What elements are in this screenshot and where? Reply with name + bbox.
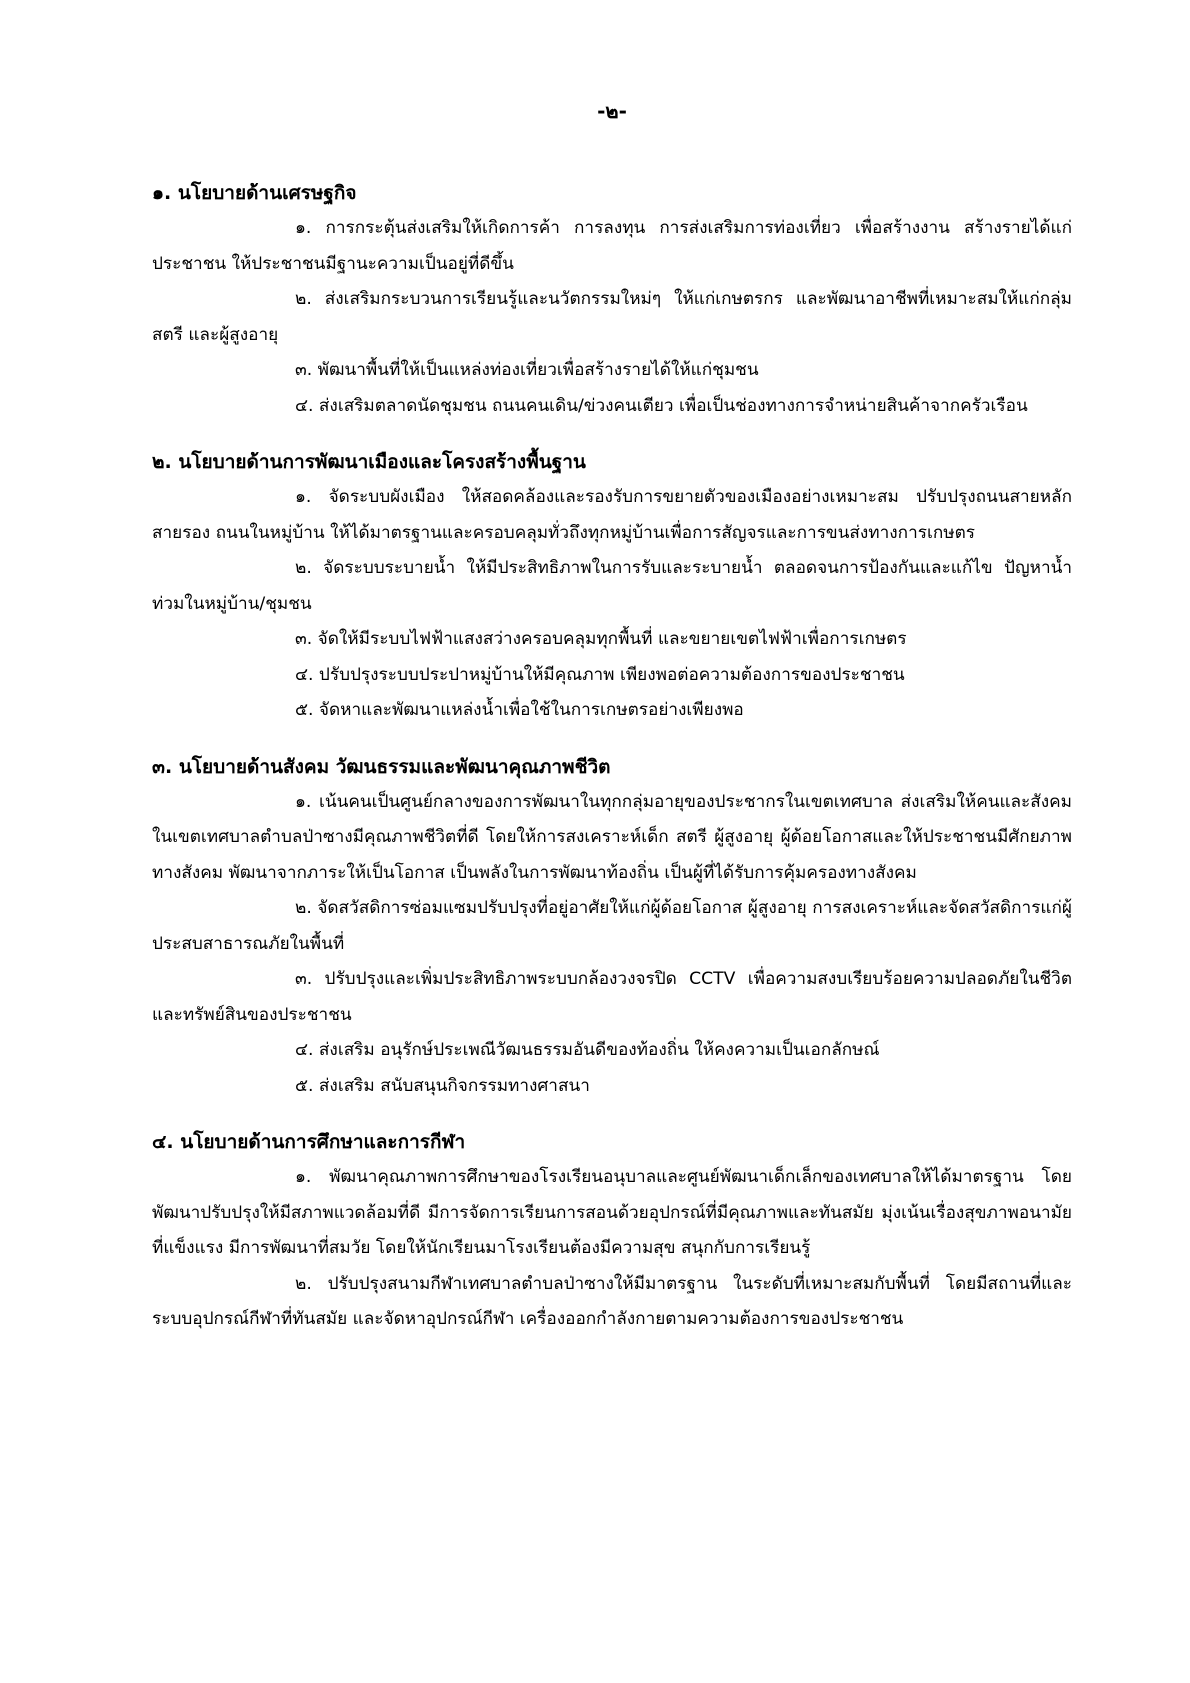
page-number: -๒- [597,99,627,123]
policy-item: ๒. จัดระบบระบายน้ำ ให้มีประสิทธิภาพในการรับและระบายน้ำ ตลอดจนการป้องกันและแก้ไข ปัญหาน้ำท่วมในหมู่บ้าน/ชุมชน [152,558,1072,614]
policy-item: ๑. การกระตุ้นส่งเสริมให้เกิดการค้า การลงทุน การส่งเสริมการท่องเที่ยว เพื่อสร้างงาน สร้างรายได้แก่ประชาชน ให้ประชาชนมีฐานะความเป็นอยู่ที่ดีขึ้น [152,218,1072,274]
policy-item: ๓. จัดให้มีระบบไฟฟ้าแสงสว่างครอบคลุมทุกพื้นที่ และขยายเขตไฟฟ้าเพื่อการเกษตร [295,629,907,649]
policy-item: ๓. ปรับปรุงและเพิ่มประสิทธิภาพระบบกล้องวงจรปิด CCTV เพื่อความสงบเรียบร้อยความปลอดภัยในชีวิตและทรัพย์สินของประชาชน [152,969,1072,1025]
section-education-sports [152,1124,1072,1338]
section-title: ๓. นโยบายด้านสังคม วัฒนธรรมและพัฒนาคุณภาพชีวิต [152,755,611,778]
policy-item: ๑. จัดระบบผังเมือง ให้สอดคล้องและรองรับการขยายตัวของเมืองอย่างเหมาะสม ปรับปรุงถนนสายหลัก สายรอง ถนนในหมู่บ้าน ให้ได้มาตรฐานและครอบคลุมทั่วถึงทุกหมู่บ้านเพื่อการสัญจรและการขนส่งทางการเกษตร [152,487,1072,543]
policy-item: ๒. จัดสวัสดิการซ่อมแซมปรับปรุงที่อยู่อาศัยให้แก่ผู้ด้อยโอกาส ผู้สูงอายุ การสงเคราะห์และจัดสวัสดิการแก่ผู้ประสบสาธารณภัยในพื้นที่ [152,898,1072,954]
section-society-culture [152,749,1072,1105]
policy-item: ๒. ปรับปรุงสนามกีฬาเทศบาลตำบลป่าซางให้มีมาตรฐาน ในระดับที่เหมาะสมกับพื้นที่ โดยมีสถานที่และระบบอุปกรณ์กีฬาที่ทันสมัย และจัดหาอุปกรณ์กีฬา เครื่องออกกำลังกายตามความต้องการของประชาชน [152,1273,1072,1329]
section-economy [152,175,1072,424]
policy-item: ๒. ส่งเสริมกระบวนการเรียนรู้และนวัตกรรมใหม่ๆ ให้แก่เกษตรกร และพัฒนาอาชีพที่เหมาะสมให้แก่กลุ่มสตรี และผู้สูงอายุ [152,289,1072,345]
policy-item: ๑. เน้นคนเป็นศูนย์กลางของการพัฒนาในทุกกลุ่มอายุของประชากรในเขตเทศบาล ส่งเสริมให้คนและสังคมในเขตเทศบาลตำบลป่าซางมีคุณภาพชีวิตที่ดี โดยให้การสงเคราะห์เด็ก สตรี ผู้สูงอายุ ผู้ด้อยโอกาสและให้ประชาชนมีศักยภาพทางสังคม พัฒนาจากภาระให้เป็นโอกาส เป็นพลังในการพัฒนาท้องถิ่น เป็นผู้ที่ได้รับการคุ้มครองทางสังคม [152,791,1072,883]
policy-item: ๕. จัดหาและพัฒนาแหล่งน้ำเพื่อใช้ในการเกษตรอย่างเพียงพอ [295,700,744,720]
section-infrastructure [152,444,1072,729]
policy-item: ๕. ส่งเสริม สนับสนุนกิจกรรมทางศาสนา [295,1075,590,1096]
policy-item: ๓. พัฒนาพื้นที่ให้เป็นแหล่งท่องเที่ยวเพื่อสร้างรายได้ให้แก่ชุมชน [295,360,759,380]
policy-item: ๔. ส่งเสริม อนุรักษ์ประเพณีวัฒนธรรมอันดีของท้องถิ่น ให้คงความเป็นเอกลักษณ์ [295,1040,880,1060]
policy-item: ๔. ส่งเสริมตลาดนัดชุมชน ถนนคนเดิน/ข่วงคนเตียว เพื่อเป็นช่องทางการจำหน่ายสินค้าจากครัวเรือน [295,395,1028,416]
policy-item: ๔. ปรับปรุงระบบประปาหมู่บ้านให้มีคุณภาพ เพียงพอต่อความต้องการของประชาชน [295,664,905,685]
policy-item: ๑. พัฒนาคุณภาพการศึกษาของโรงเรียนอนุบาลและศูนย์พัฒนาเด็กเล็กของเทศบาลให้ได้มาตรฐาน โดยพัฒนาปรับปรุงให้มีสภาพแวดล้อมที่ดี มีการจัดการเรียนการสอนด้วยอุปกรณ์ที่มีคุณภาพและทันสมัย มุ่งเน้นเรื่องสุขภาพอนามัยที่แข็งแรง มีการพัฒนาที่สมวัย โดยให้นักเรียนมาโรงเรียนต้องมีความสุข สนุกกับการเรียนรู้ [152,1167,1072,1258]
section-title: ๒. นโยบายด้านการพัฒนาเมืองและโครงสร้างพื้นฐาน [152,451,586,473]
document-page [152,95,1072,1358]
section-title: ๑. นโยบายด้านเศรษฐกิจ [152,182,357,204]
section-title: ๔. นโยบายด้านการศึกษาและการกีฬา [152,1131,466,1153]
